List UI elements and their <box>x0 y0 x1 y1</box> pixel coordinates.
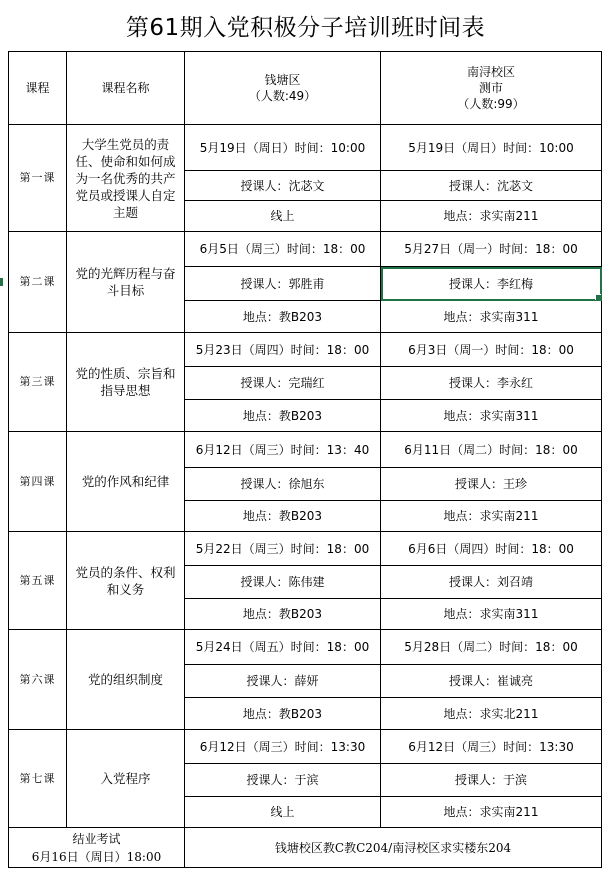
course-name-cell[interactable]: 党的作风和纪律 <box>67 432 185 532</box>
fill-handle[interactable] <box>595 294 602 301</box>
lesson-row <box>9 333 602 367</box>
header-lesson[interactable]: 课程 <box>9 52 67 125</box>
qiantang-place-cell[interactable]: 地点：教B203 <box>185 599 381 630</box>
lesson-row <box>9 630 602 665</box>
lesson-row <box>9 125 602 171</box>
qiantang-time-cell[interactable]: 6月5日（周三）时间：18：00 <box>185 232 381 267</box>
qiantang-place-cell[interactable]: 地点：教B203 <box>185 501 381 532</box>
header-nanxun[interactable] <box>381 52 602 125</box>
lesson-row <box>9 532 602 566</box>
qiantang-place-cell[interactable]: 地点：教B203 <box>185 698 381 730</box>
exam-time: 6月16日（周日）18:00 <box>31 849 162 864</box>
qiantang-time-cell[interactable]: 5月24日（周五）时间：18：00 <box>185 630 381 665</box>
footer-row <box>9 828 602 868</box>
schedule-table <box>8 51 602 868</box>
lesson-row <box>9 432 602 468</box>
exam-place-cell[interactable]: 钱塘校区教C教C204/南浔校区求实楼东204 <box>185 828 602 868</box>
lesson-label[interactable]: 第六课 <box>9 630 67 730</box>
course-name-cell[interactable]: 党的性质、宗旨和指导思想 <box>67 333 185 432</box>
lesson-label[interactable]: 第五课 <box>9 532 67 630</box>
nanxun-place-cell[interactable]: 地点：求实南211 <box>381 797 602 828</box>
qiantang-teacher-cell[interactable]: 授课人：陈伟建 <box>185 566 381 599</box>
nanxun-place-cell[interactable]: 地点：求实北211 <box>381 698 602 730</box>
nanxun-place-cell[interactable]: 地点：求实南211 <box>381 501 602 532</box>
course-name-cell[interactable]: 党的光辉历程与奋斗目标 <box>67 232 185 333</box>
course-name-cell[interactable]: 党的组织制度 <box>67 630 185 730</box>
qiantang-name: 钱塘区 <box>264 73 301 87</box>
exam-label: 结业考试 <box>72 831 121 846</box>
nanxun-name: 南浔校区 <box>466 65 515 79</box>
qiantang-time-cell[interactable]: 5月19日（周日）时间：10:00 <box>185 125 381 171</box>
lesson-row <box>9 232 602 267</box>
lesson-row <box>9 730 602 764</box>
qiantang-count: （人数:49） <box>248 89 317 103</box>
lesson-label[interactable]: 第二课 <box>9 232 67 333</box>
qiantang-teacher-cell[interactable]: 授课人：沈苾文 <box>185 171 381 201</box>
nanxun-teacher-cell[interactable]: 授课人：崔诚亮 <box>381 665 602 698</box>
qiantang-time-cell[interactable]: 6月12日（周三）时间：13:30 <box>185 730 381 764</box>
qiantang-teacher-cell[interactable]: 授课人：徐旭东 <box>185 468 381 501</box>
qiantang-time-cell[interactable]: 5月23日（周四）时间：18：00 <box>185 333 381 367</box>
row-indicator <box>0 278 3 286</box>
page-title[interactable]: 第61期入党积极分子培训班时间表 <box>125 15 486 41</box>
qiantang-teacher-cell[interactable]: 授课人：郭胜甫 <box>185 267 381 301</box>
course-name-cell[interactable]: 入党程序 <box>67 730 185 828</box>
exam-info-cell[interactable] <box>9 828 185 868</box>
nanxun-time-cell[interactable]: 5月28日（周二）时间：18：00 <box>381 630 602 665</box>
nanxun-teacher-cell[interactable]: 授课人：王珍 <box>381 468 602 501</box>
lesson-label[interactable]: 第七课 <box>9 730 67 828</box>
qiantang-place-cell[interactable]: 线上 <box>185 201 381 232</box>
qiantang-place-cell[interactable]: 地点：教B203 <box>185 301 381 333</box>
course-name-cell[interactable]: 党员的条件、权利和义务 <box>67 532 185 630</box>
nanxun-count: （人数:99） <box>457 97 525 111</box>
header-row <box>9 52 602 125</box>
nanxun-teacher-cell[interactable]: 授课人：刘召靖 <box>381 566 602 599</box>
qiantang-place-cell[interactable]: 线上 <box>185 797 381 828</box>
qiantang-time-cell[interactable]: 6月12日（周三）时间：13：40 <box>185 432 381 468</box>
nanxun-sub: 测市 <box>478 81 503 95</box>
qiantang-place-cell[interactable]: 地点：教B203 <box>185 400 381 432</box>
qiantang-time-cell[interactable]: 5月22日（周三）时间：18：00 <box>185 532 381 566</box>
nanxun-time-cell[interactable]: 6月3日（周一）时间：18：00 <box>381 333 602 367</box>
selected-cell[interactable]: 授课人：李红梅 <box>381 267 602 301</box>
nanxun-time-cell[interactable]: 5月27日（周一）时间：18：00 <box>381 232 602 267</box>
nanxun-place-cell[interactable]: 地点：求实南311 <box>381 400 602 432</box>
nanxun-time-cell[interactable]: 6月11日（周二）时间：18：00 <box>381 432 602 468</box>
lesson-label[interactable]: 第四课 <box>9 432 67 532</box>
qiantang-teacher-cell[interactable]: 授课人：完瑞红 <box>185 367 381 400</box>
header-qiantang[interactable] <box>185 52 381 125</box>
nanxun-time-cell[interactable]: 6月6日（周四）时间：18：00 <box>381 532 602 566</box>
lesson-label[interactable]: 第三课 <box>9 333 67 432</box>
nanxun-teacher-cell[interactable]: 授课人：于滨 <box>381 764 602 797</box>
nanxun-place-cell[interactable]: 地点：求实南211 <box>381 201 602 232</box>
lesson-label[interactable]: 第一课 <box>9 125 67 232</box>
qiantang-teacher-cell[interactable]: 授课人：薛妍 <box>185 665 381 698</box>
nanxun-place-cell[interactable]: 地点：求实南311 <box>381 301 602 333</box>
nanxun-teacher-cell[interactable]: 授课人：李永红 <box>381 367 602 400</box>
nanxun-time-cell[interactable]: 6月12日（周三）时间：13:30 <box>381 730 602 764</box>
nanxun-teacher-cell[interactable]: 授课人：沈苾文 <box>381 171 602 201</box>
nanxun-time-cell[interactable]: 5月19日（周日）时间：10:00 <box>381 125 602 171</box>
nanxun-place-cell[interactable]: 地点：求实南311 <box>381 599 602 630</box>
course-name-cell[interactable]: 大学生党员的责任、使命和如何成为一名优秀的共产党员或授课人自定主题 <box>67 125 185 232</box>
header-course-name[interactable]: 课程名称 <box>67 52 185 125</box>
qiantang-teacher-cell[interactable]: 授课人：于滨 <box>185 764 381 797</box>
